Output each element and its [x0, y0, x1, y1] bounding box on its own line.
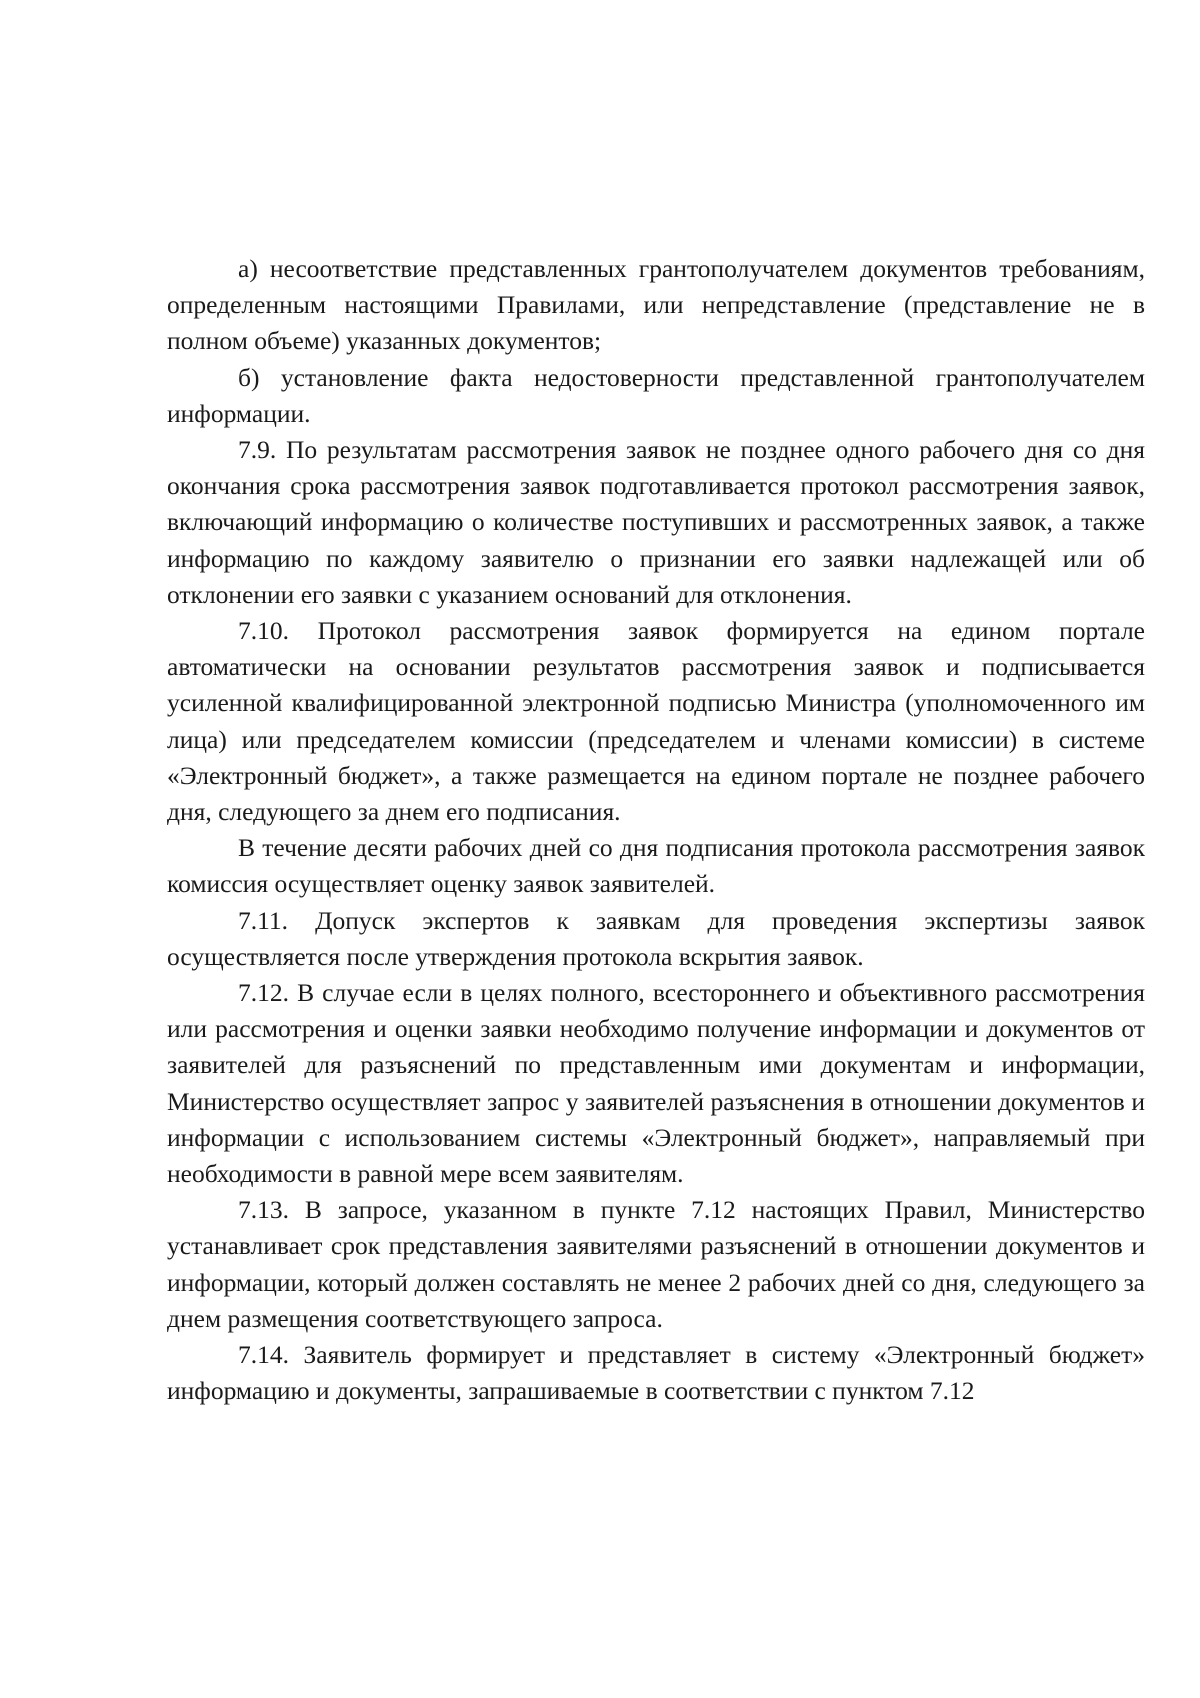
paragraph-b-false-information: б) установление факта недостоверности представленной грантополучателем информации. [167, 362, 1145, 428]
paragraph-7-11: 7.11. Допуск экспертов к заявкам для проведения экспертизы заявок осуществляется после утверждения протокола вскрытия заявок. [167, 905, 1145, 971]
paragraph-7-13: 7.13. В запросе, указанном в пункте 7.12 настоящих Правил, Министерство устанавливает срок представления заявителями разъяснений в отношении документов и информации, который должен составлять не менее 2 рабочих дней со дня, следующего за днем размещения соответствующего запроса. [167, 1195, 1145, 1333]
paragraph-evaluation-period: В течение десяти рабочих дней со дня подписания протокола рассмотрения заявок комиссия осуществляет оценку заявок заявителей. [167, 833, 1145, 899]
paragraph-7-9: 7.9. По результатам рассмотрения заявок не позднее одного рабочего дня со дня окончания срока рассмотрения заявок подготавливается протокол рассмотрения заявок, включающий информацию о количестве поступивших и рассмотренных заявок, а также информацию по каждому заявителю о признании его заявки надлежащей или об отклонении его заявки с указанием оснований для отклонения. [167, 435, 1145, 609]
paragraph-7-14: 7.14. Заявитель формирует и представляет в систему «Электронный бюджет» информацию и документы, запрашиваемые в соответствии с пунктом 7.12 [167, 1340, 1145, 1406]
paragraph-a-noncompliance: а) несоответствие представленных грантополучателем документов требованиям, определенным настоящими Правилами, или непредставление (представление не в полном объеме) указанных документов; [167, 254, 1145, 356]
document-body [167, 251, 1145, 1410]
paragraph-7-12: 7.12. В случае если в целях полного, всестороннего и объективного рассмотрения или рассмотрения и оценки заявки необходимо получение информации и документов от заявителей для разъяснений по представленным ими документам и информации, Министерство осуществляет запрос у заявителей разъяснения в отношении документов и информации с использованием системы «Электронный бюджет», направляемый при необходимости в равной мере всем заявителям. [167, 978, 1145, 1189]
paragraph-7-10: 7.10. Протокол рассмотрения заявок формируется на едином портале автоматически на основании результатов рассмотрения заявок и подписывается усиленной квалифицированной электронной подписью Министра (уполномоченного им лица) или председателем комиссии (председателем и членами комиссии) в системе «Электронный бюджет», а также размещается на едином портале не позднее рабочего дня, следующего за днем его подписания. [167, 616, 1145, 827]
